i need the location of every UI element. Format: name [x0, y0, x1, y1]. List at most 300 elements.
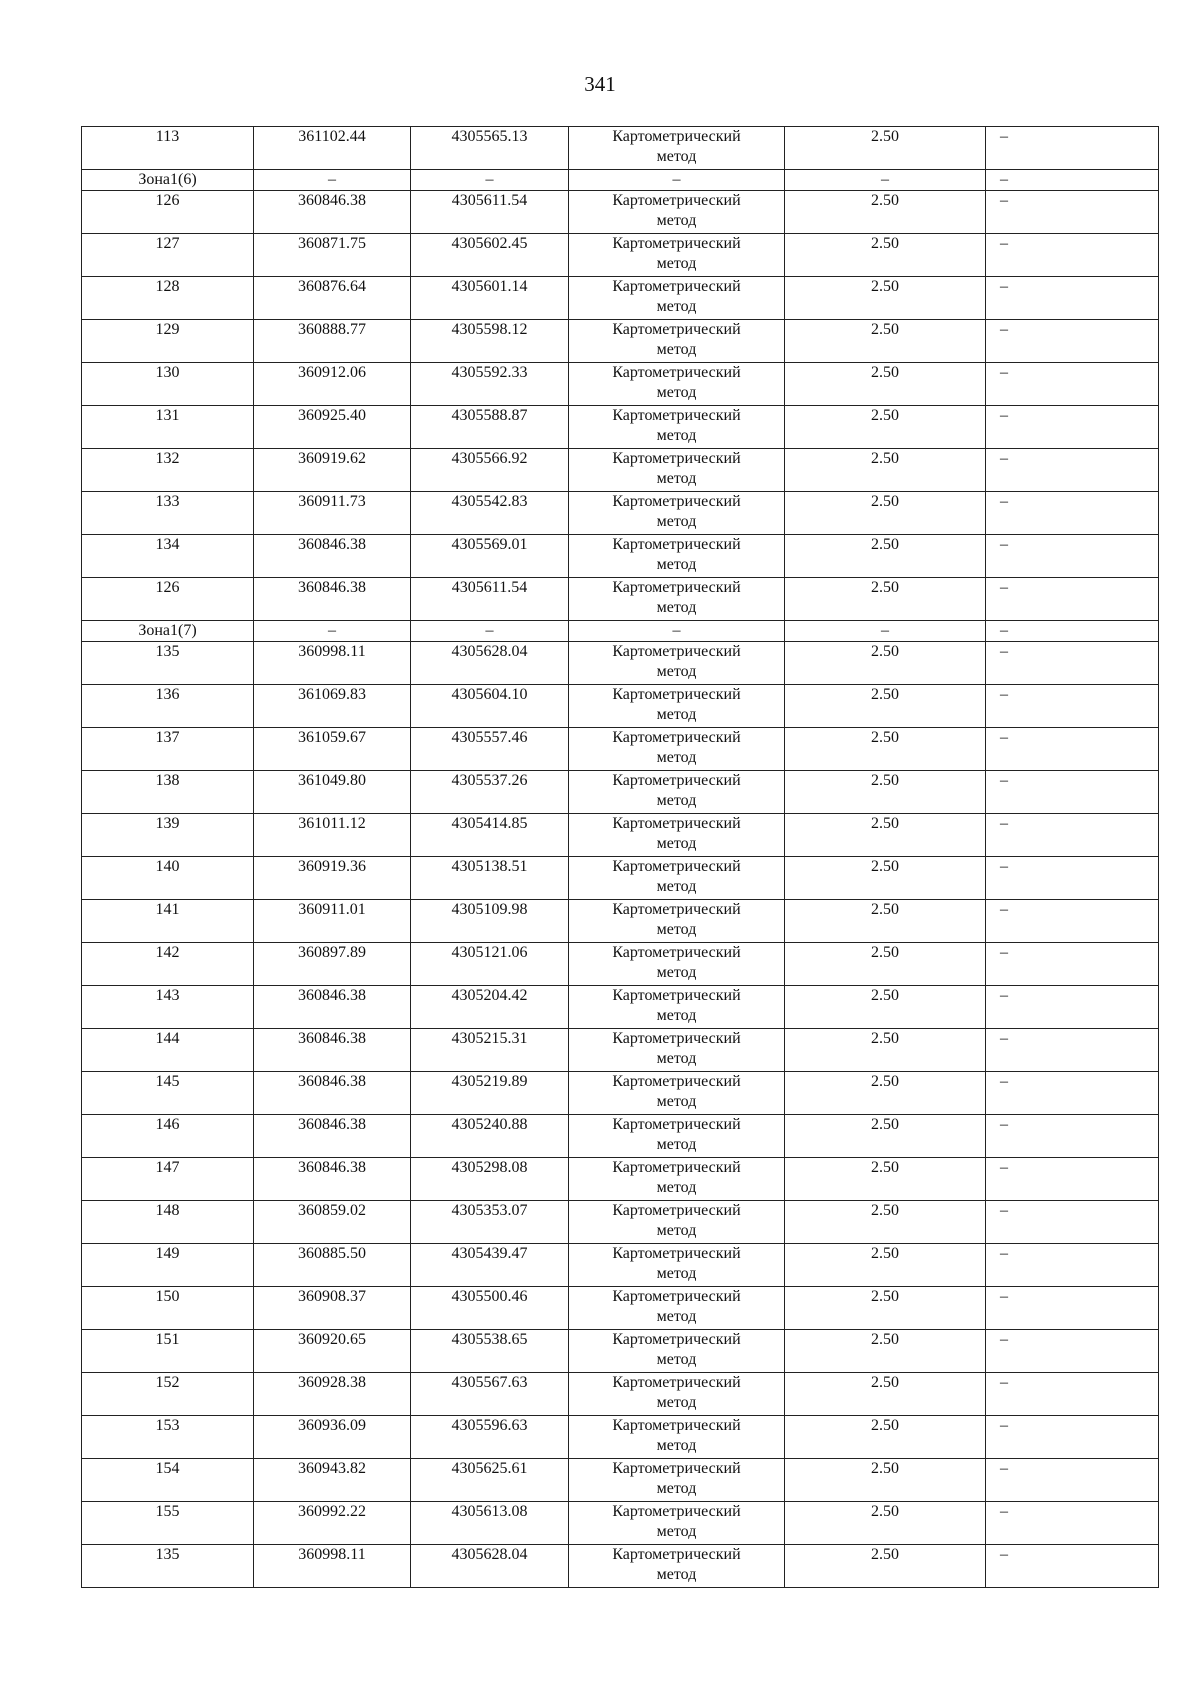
y-coordinate-cell: 4305601.14 [411, 277, 569, 320]
method-cell [569, 1373, 785, 1416]
point-number-cell: 141 [82, 900, 254, 943]
y-coordinate-cell: 4305240.88 [411, 1115, 569, 1158]
point-number-cell: 126 [82, 191, 254, 234]
point-number-cell: 134 [82, 535, 254, 578]
method-cell [569, 814, 785, 857]
zone-dash-cell: – [411, 621, 569, 642]
method-line-1: Картометрический [612, 987, 741, 1004]
table-row [82, 127, 1159, 170]
zone-dash-cell: – [254, 170, 411, 191]
method-cell [569, 1201, 785, 1244]
x-coordinate-cell: 360846.38 [254, 1029, 411, 1072]
table-row [82, 1029, 1159, 1072]
method-line-2: метод [656, 1007, 697, 1024]
method-cell [569, 1330, 785, 1373]
x-coordinate-cell: 360885.50 [254, 1244, 411, 1287]
x-coordinate-cell: 360928.38 [254, 1373, 411, 1416]
method-line-1: Картометрический [612, 321, 741, 338]
method-line-2: метод [656, 1265, 697, 1282]
x-coordinate-cell: 361102.44 [254, 127, 411, 170]
point-number-cell: 132 [82, 449, 254, 492]
method-line-1: Картометрический [612, 858, 741, 875]
x-coordinate-cell: 360846.38 [254, 1158, 411, 1201]
accuracy-cell: 2.50 [785, 685, 986, 728]
accuracy-cell: 2.50 [785, 1201, 986, 1244]
method-line-1: Картометрический [612, 493, 741, 510]
note-cell: – [986, 1072, 1159, 1115]
note-cell: – [986, 1115, 1159, 1158]
method-line-1: Картометрический [612, 1417, 741, 1434]
note-cell: – [986, 900, 1159, 943]
zone-label: Зона1(7) [82, 621, 254, 642]
method-cell [569, 578, 785, 621]
x-coordinate-cell: 360912.06 [254, 363, 411, 406]
accuracy-cell: 2.50 [785, 1072, 986, 1115]
zone-dash-cell: – [785, 621, 986, 642]
note-cell: – [986, 814, 1159, 857]
y-coordinate-cell: 4305625.61 [411, 1459, 569, 1502]
x-coordinate-cell: 360920.65 [254, 1330, 411, 1373]
method-cell [569, 642, 785, 685]
x-coordinate-cell: 360846.38 [254, 578, 411, 621]
accuracy-cell: 2.50 [785, 1545, 986, 1588]
point-number-cell: 147 [82, 1158, 254, 1201]
y-coordinate-cell: 4305121.06 [411, 943, 569, 986]
point-number-cell: 130 [82, 363, 254, 406]
method-cell [569, 986, 785, 1029]
method-line-1: Картометрический [612, 686, 741, 703]
y-coordinate-cell: 4305439.47 [411, 1244, 569, 1287]
accuracy-cell: 2.50 [785, 986, 986, 1029]
accuracy-cell: 2.50 [785, 1115, 986, 1158]
accuracy-cell: 2.50 [785, 277, 986, 320]
table-row [82, 1459, 1159, 1502]
table-row [82, 642, 1159, 685]
note-cell: – [986, 771, 1159, 814]
note-cell: – [986, 320, 1159, 363]
method-line-1: Картометрический [612, 1073, 741, 1090]
accuracy-cell: 2.50 [785, 1330, 986, 1373]
point-number-cell: 138 [82, 771, 254, 814]
method-line-2: метод [656, 835, 697, 852]
table-body [82, 127, 1159, 1588]
note-cell: – [986, 1029, 1159, 1072]
point-number-cell: 136 [82, 685, 254, 728]
x-coordinate-cell: 360876.64 [254, 277, 411, 320]
method-cell [569, 277, 785, 320]
point-number-cell: 113 [82, 127, 254, 170]
method-cell [569, 406, 785, 449]
note-cell: – [986, 363, 1159, 406]
note-cell: – [986, 685, 1159, 728]
x-coordinate-cell: 360897.89 [254, 943, 411, 986]
x-coordinate-cell: 360998.11 [254, 642, 411, 685]
zone-dash-cell: – [411, 170, 569, 191]
method-line-2: метод [656, 1222, 697, 1239]
method-line-1: Картометрический [612, 1202, 741, 1219]
accuracy-cell: 2.50 [785, 535, 986, 578]
method-cell [569, 127, 785, 170]
y-coordinate-cell: 4305565.13 [411, 127, 569, 170]
y-coordinate-cell: 4305598.12 [411, 320, 569, 363]
point-number-cell: 139 [82, 814, 254, 857]
accuracy-cell: 2.50 [785, 1244, 986, 1287]
method-line-2: метод [656, 749, 697, 766]
method-cell [569, 728, 785, 771]
table-row [82, 320, 1159, 363]
method-line-1: Картометрический [612, 192, 741, 209]
method-line-2: метод [656, 513, 697, 530]
note-cell: – [986, 1416, 1159, 1459]
table-row [82, 578, 1159, 621]
method-line-1: Картометрический [612, 1245, 741, 1262]
x-coordinate-cell: 360911.01 [254, 900, 411, 943]
note-cell: – [986, 728, 1159, 771]
note-cell: – [986, 234, 1159, 277]
point-number-cell: 150 [82, 1287, 254, 1330]
zone-row [82, 621, 1159, 642]
method-cell [569, 320, 785, 363]
x-coordinate-cell: 360888.77 [254, 320, 411, 363]
table-row [82, 857, 1159, 900]
accuracy-cell: 2.50 [785, 642, 986, 685]
note-cell: – [986, 857, 1159, 900]
point-number-cell: 140 [82, 857, 254, 900]
y-coordinate-cell: 4305628.04 [411, 642, 569, 685]
y-coordinate-cell: 4305592.33 [411, 363, 569, 406]
method-line-2: метод [656, 663, 697, 680]
point-number-cell: 155 [82, 1502, 254, 1545]
method-cell [569, 191, 785, 234]
method-cell [569, 900, 785, 943]
accuracy-cell: 2.50 [785, 578, 986, 621]
note-cell: – [986, 1158, 1159, 1201]
accuracy-cell: 2.50 [785, 363, 986, 406]
method-line-1: Картометрический [612, 364, 741, 381]
method-line-2: метод [656, 470, 697, 487]
method-cell [569, 685, 785, 728]
accuracy-cell: 2.50 [785, 449, 986, 492]
method-line-1: Картометрический [612, 536, 741, 553]
point-number-cell: 126 [82, 578, 254, 621]
zone-row [82, 170, 1159, 191]
method-line-2: метод [656, 1179, 697, 1196]
note-cell: – [986, 1330, 1159, 1373]
method-cell [569, 1115, 785, 1158]
note-cell: – [986, 127, 1159, 170]
y-coordinate-cell: 4305567.63 [411, 1373, 569, 1416]
x-coordinate-cell: 360871.75 [254, 234, 411, 277]
x-coordinate-cell: 360992.22 [254, 1502, 411, 1545]
method-line-1: Картометрический [612, 1159, 741, 1176]
accuracy-cell: 2.50 [785, 1158, 986, 1201]
method-line-2: метод [656, 298, 697, 315]
table-row [82, 943, 1159, 986]
table-row [82, 1373, 1159, 1416]
accuracy-cell: 2.50 [785, 1502, 986, 1545]
table-row [82, 728, 1159, 771]
table-row [82, 986, 1159, 1029]
note-cell: – [986, 191, 1159, 234]
note-cell: – [986, 943, 1159, 986]
method-line-2: метод [656, 1308, 697, 1325]
x-coordinate-cell: 360859.02 [254, 1201, 411, 1244]
accuracy-cell: 2.50 [785, 492, 986, 535]
x-coordinate-cell: 360846.38 [254, 1115, 411, 1158]
method-line-2: метод [656, 341, 697, 358]
x-coordinate-cell: 360846.38 [254, 1072, 411, 1115]
method-cell [569, 1158, 785, 1201]
method-line-1: Картометрический [612, 407, 741, 424]
method-cell [569, 234, 785, 277]
x-coordinate-cell: 360998.11 [254, 1545, 411, 1588]
point-number-cell: 133 [82, 492, 254, 535]
x-coordinate-cell: 360908.37 [254, 1287, 411, 1330]
x-coordinate-cell: 361049.80 [254, 771, 411, 814]
point-number-cell: 142 [82, 943, 254, 986]
accuracy-cell: 2.50 [785, 406, 986, 449]
method-line-1: Картометрический [612, 579, 741, 596]
method-cell [569, 771, 785, 814]
method-cell [569, 1072, 785, 1115]
y-coordinate-cell: 4305611.54 [411, 191, 569, 234]
table-row [82, 535, 1159, 578]
accuracy-cell: 2.50 [785, 728, 986, 771]
accuracy-cell: 2.50 [785, 857, 986, 900]
method-line-1: Картометрический [612, 1331, 741, 1348]
table-row [82, 1072, 1159, 1115]
table-row [82, 1158, 1159, 1201]
method-line-2: метод [656, 384, 697, 401]
method-line-2: метод [656, 878, 697, 895]
accuracy-cell: 2.50 [785, 1459, 986, 1502]
x-coordinate-cell: 361011.12 [254, 814, 411, 857]
accuracy-cell: 2.50 [785, 1287, 986, 1330]
accuracy-cell: 2.50 [785, 234, 986, 277]
note-cell: – [986, 1502, 1159, 1545]
table-row [82, 1287, 1159, 1330]
y-coordinate-cell: 4305569.01 [411, 535, 569, 578]
method-line-1: Картометрический [612, 901, 741, 918]
point-number-cell: 153 [82, 1416, 254, 1459]
method-line-1: Картометрический [612, 1030, 741, 1047]
y-coordinate-cell: 4305596.63 [411, 1416, 569, 1459]
zone-dash-cell: – [569, 170, 785, 191]
accuracy-cell: 2.50 [785, 1029, 986, 1072]
accuracy-cell: 2.50 [785, 1373, 986, 1416]
y-coordinate-cell: 4305298.08 [411, 1158, 569, 1201]
table-row [82, 1416, 1159, 1459]
x-coordinate-cell: 360919.36 [254, 857, 411, 900]
method-cell [569, 1502, 785, 1545]
note-cell: – [986, 277, 1159, 320]
y-coordinate-cell: 4305414.85 [411, 814, 569, 857]
x-coordinate-cell: 360846.38 [254, 191, 411, 234]
accuracy-cell: 2.50 [785, 191, 986, 234]
method-line-1: Картометрический [612, 235, 741, 252]
method-line-1: Картометрический [612, 1460, 741, 1477]
y-coordinate-cell: 4305215.31 [411, 1029, 569, 1072]
table-row [82, 492, 1159, 535]
point-number-cell: 144 [82, 1029, 254, 1072]
zone-label: Зона1(6) [82, 170, 254, 191]
table-row [82, 449, 1159, 492]
zone-dash-cell: – [254, 621, 411, 642]
table-row [82, 771, 1159, 814]
method-line-1: Картометрический [612, 278, 741, 295]
method-line-2: метод [656, 1093, 697, 1110]
method-line-2: метод [656, 1480, 697, 1497]
method-cell [569, 1029, 785, 1072]
zone-dash-cell: – [986, 621, 1159, 642]
table-row [82, 363, 1159, 406]
method-line-2: метод [656, 1394, 697, 1411]
table-row [82, 1545, 1159, 1588]
y-coordinate-cell: 4305613.08 [411, 1502, 569, 1545]
x-coordinate-cell: 360936.09 [254, 1416, 411, 1459]
x-coordinate-cell: 360943.82 [254, 1459, 411, 1502]
method-line-2: метод [656, 212, 697, 229]
method-cell [569, 943, 785, 986]
method-cell [569, 1244, 785, 1287]
note-cell: – [986, 492, 1159, 535]
note-cell: – [986, 1244, 1159, 1287]
note-cell: – [986, 986, 1159, 1029]
x-coordinate-cell: 360911.73 [254, 492, 411, 535]
method-line-2: метод [656, 964, 697, 981]
table-row [82, 234, 1159, 277]
point-number-cell: 148 [82, 1201, 254, 1244]
table-row [82, 1502, 1159, 1545]
method-cell [569, 492, 785, 535]
point-number-cell: 135 [82, 1545, 254, 1588]
table-row [82, 900, 1159, 943]
y-coordinate-cell: 4305537.26 [411, 771, 569, 814]
x-coordinate-cell: 360846.38 [254, 986, 411, 1029]
accuracy-cell: 2.50 [785, 943, 986, 986]
table-row [82, 685, 1159, 728]
method-line-2: метод [656, 599, 697, 616]
point-number-cell: 154 [82, 1459, 254, 1502]
table-row [82, 406, 1159, 449]
y-coordinate-cell: 4305500.46 [411, 1287, 569, 1330]
point-number-cell: 152 [82, 1373, 254, 1416]
table-row [82, 814, 1159, 857]
zone-dash-cell: – [785, 170, 986, 191]
point-number-cell: 146 [82, 1115, 254, 1158]
method-cell [569, 535, 785, 578]
method-line-2: метод [656, 1437, 697, 1454]
method-cell [569, 857, 785, 900]
method-cell [569, 1459, 785, 1502]
method-line-2: метод [656, 921, 697, 938]
method-line-2: метод [656, 706, 697, 723]
accuracy-cell: 2.50 [785, 127, 986, 170]
y-coordinate-cell: 4305138.51 [411, 857, 569, 900]
note-cell: – [986, 1201, 1159, 1244]
y-coordinate-cell: 4305611.54 [411, 578, 569, 621]
method-line-2: метод [656, 1523, 697, 1540]
method-line-1: Картометрический [612, 944, 741, 961]
method-line-1: Картометрический [612, 729, 741, 746]
y-coordinate-cell: 4305109.98 [411, 900, 569, 943]
y-coordinate-cell: 4305588.87 [411, 406, 569, 449]
method-line-1: Картометрический [612, 1288, 741, 1305]
point-number-cell: 135 [82, 642, 254, 685]
note-cell: – [986, 406, 1159, 449]
method-line-2: метод [656, 792, 697, 809]
y-coordinate-cell: 4305219.89 [411, 1072, 569, 1115]
accuracy-cell: 2.50 [785, 771, 986, 814]
y-coordinate-cell: 4305353.07 [411, 1201, 569, 1244]
table-row [82, 1201, 1159, 1244]
method-cell [569, 449, 785, 492]
method-line-1: Картометрический [612, 128, 741, 145]
method-cell [569, 1545, 785, 1588]
note-cell: – [986, 1459, 1159, 1502]
method-cell [569, 363, 785, 406]
accuracy-cell: 2.50 [785, 814, 986, 857]
method-line-1: Картометрический [612, 1374, 741, 1391]
page-number: 341 [584, 72, 616, 96]
method-line-2: метод [656, 427, 697, 444]
point-number-cell: 151 [82, 1330, 254, 1373]
point-number-cell: 149 [82, 1244, 254, 1287]
method-line-1: Картометрический [612, 643, 741, 660]
coordinates-table [81, 126, 1159, 1588]
point-number-cell: 128 [82, 277, 254, 320]
table-row [82, 1115, 1159, 1158]
method-line-1: Картометрический [612, 772, 741, 789]
x-coordinate-cell: 360925.40 [254, 406, 411, 449]
point-number-cell: 137 [82, 728, 254, 771]
y-coordinate-cell: 4305557.46 [411, 728, 569, 771]
method-line-1: Картометрический [612, 1116, 741, 1133]
zone-dash-cell: – [986, 170, 1159, 191]
method-line-2: метод [656, 1566, 697, 1583]
y-coordinate-cell: 4305604.10 [411, 685, 569, 728]
note-cell: – [986, 1545, 1159, 1588]
method-line-1: Картометрический [612, 815, 741, 832]
accuracy-cell: 2.50 [785, 900, 986, 943]
note-cell: – [986, 535, 1159, 578]
method-line-2: метод [656, 255, 697, 272]
y-coordinate-cell: 4305628.04 [411, 1545, 569, 1588]
point-number-cell: 131 [82, 406, 254, 449]
accuracy-cell: 2.50 [785, 320, 986, 363]
note-cell: – [986, 578, 1159, 621]
method-line-2: метод [656, 556, 697, 573]
y-coordinate-cell: 4305542.83 [411, 492, 569, 535]
x-coordinate-cell: 361059.67 [254, 728, 411, 771]
y-coordinate-cell: 4305538.65 [411, 1330, 569, 1373]
accuracy-cell: 2.50 [785, 1416, 986, 1459]
method-line-2: метод [656, 1136, 697, 1153]
point-number-cell: 127 [82, 234, 254, 277]
method-line-1: Картометрический [612, 450, 741, 467]
note-cell: – [986, 1287, 1159, 1330]
y-coordinate-cell: 4305602.45 [411, 234, 569, 277]
method-line-2: метод [656, 1351, 697, 1368]
y-coordinate-cell: 4305566.92 [411, 449, 569, 492]
y-coordinate-cell: 4305204.42 [411, 986, 569, 1029]
method-line-1: Картометрический [612, 1503, 741, 1520]
x-coordinate-cell: 361069.83 [254, 685, 411, 728]
table-row [82, 277, 1159, 320]
point-number-cell: 145 [82, 1072, 254, 1115]
note-cell: – [986, 1373, 1159, 1416]
note-cell: – [986, 449, 1159, 492]
